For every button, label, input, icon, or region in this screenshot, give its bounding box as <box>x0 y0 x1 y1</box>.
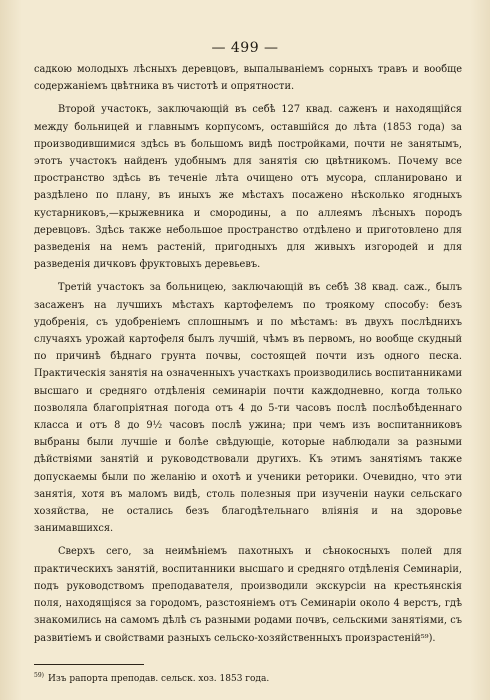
footnote-text: Изъ рапорта преподав. сельск. хоз. 1853 года. <box>47 674 270 684</box>
footnote-divider <box>34 664 144 665</box>
paragraph-4: Сверхъ сего, за неимѣніемъ пахотныхъ и сѣнокосныхъ полей для практическихъ занятій, воспитанники высшаго и средняго отдѣленія Семинаріи, подъ руководствомъ преподавателя, производили экскурсіи на крестьянскія поля, находящіяся за городомъ, разстояніемъ отъ Семинаріи около 4 верстъ, гдѣ знакомились на самомъ дѣлѣ съ разными родами почвъ, сельскими занятіями, съ развитіемъ и свойствами разныхъ сельско-хозяйственныхъ произрастеній⁵⁹). <box>34 546 462 644</box>
footnote-mark: 59) <box>34 672 44 679</box>
paragraph-3: Третій участокъ за больницею, заключающій въ себѣ 38 квад. саж., былъ засаженъ на лучшихъ мѣстахъ картофелемъ по троякому способу: безъ удобренія, съ удобреніемъ сплошнымъ и по мѣстамъ: въ двухъ послѣднихъ случаяхъ урожай картофеля былъ лучшій, чѣмъ въ первомъ, но вообще скудный по причинѣ бѣднаго грунта почвы, состоящей почти изъ одного песка. Практическія занятія на означенныхъ участкахъ производились воспитанниками высшаго и средняго отдѣленія семинаріи почти каждодневно, когда только позволяла благопріятная погода отъ 4 до 5-ти часовъ послѣ послѣобѣденнаго класса и отъ 8 до 9½ часовъ послѣ ужина; при чемъ изъ воспитанниковъ выбраны были лучшіе и болѣе свѣдующіе, которые наблюдали за разными дѣйствіями занятій и руководствовали другихъ. Къ этимъ занятіямъ также допускаемы были по желанію и охотѣ и ученики реторики. Очевидно, что эти занятія, хотя въ маломъ видѣ, столь полезныя при изученіи науки сельскаго хозяйства, не остались безъ благодѣтельнаго вліянія и на здоровье занимавшихся. <box>34 282 462 535</box>
footnote <box>34 670 462 685</box>
body-text <box>34 61 462 653</box>
paragraph-1: садкою молодыхъ лѣсныхъ деревцовъ, выпалываніемъ сорныхъ травъ и вообще содержаніемъ цвѣтника въ чистотѣ и опрятности. <box>34 64 462 93</box>
paragraph-2: Второй участокъ, заключающій въ себѣ 127 квад. саженъ и находящійся между больницей и главнымъ корпусомъ, оставшійся до лѣта (1853 года) за производившимися здѣсь въ большомъ видѣ постройками, почти не занятымъ, этотъ участокъ найденъ удобнымъ для занятія сю цвѣтникомъ. Почему все пространство здѣсь въ теченіе лѣта очищено отъ мусора, спланировано и раздѣлено по плану, въ иныхъ же мѣстахъ посажено нѣсколько ягодныхъ кустарниковъ,—крыжевника и смородины, а по аллеямъ лѣсныхъ породъ деревцовъ. Здѣсь также небольшое пространство отдѣлено и приготовлено для разведенія на немъ растеній, пригодныхъ для живыхъ изгородей и для разведенія дичковъ фруктовыхъ деревьевъ. <box>34 104 462 271</box>
page-number: — 499 — <box>211 40 279 56</box>
